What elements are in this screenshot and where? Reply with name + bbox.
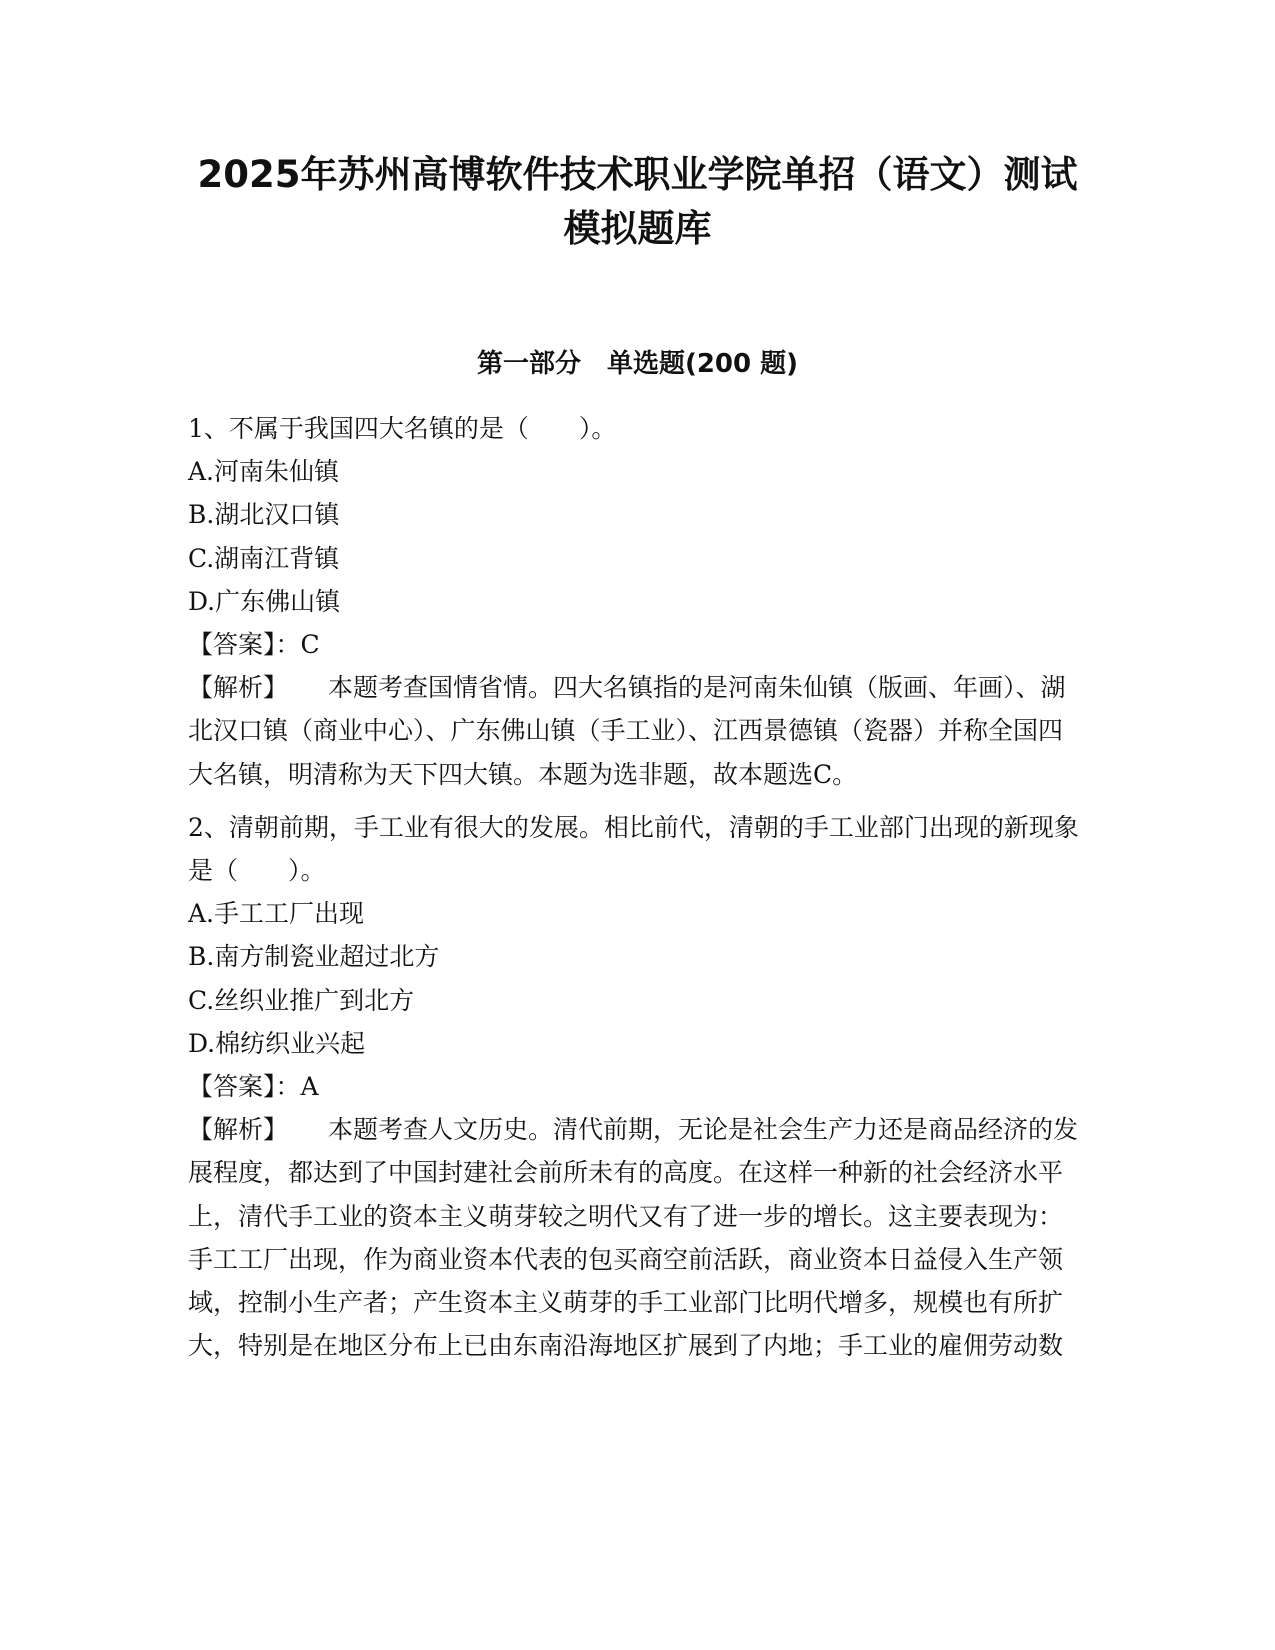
option-a: A.手工工厂出现 xyxy=(188,899,365,929)
answer-value: A xyxy=(300,1072,319,1102)
section-title: 第一部分 单选题(200 题) xyxy=(476,349,799,379)
analysis-text: 本题考查国情省情。四大名镇指的是河南朱仙镇（版画、年画）、湖北汉口镇（商业中心）、广东佛山镇（手工业）、江西景德镇（瓷器）并称全国四大名镇，明清称为天下四大镇。本题为选非题，故本题选C。 xyxy=(188,673,1066,789)
answer-value: C xyxy=(300,630,320,660)
answer-label: 【答案】： xyxy=(188,630,301,660)
answer-label: 【答案】： xyxy=(188,1072,301,1102)
option-b: B.南方制瓷业超过北方 xyxy=(188,942,440,972)
analysis-paragraph xyxy=(188,666,1083,796)
question-list xyxy=(188,407,1083,1367)
question-stem: 2、清朝前期，手工业有很大的发展。相比前代，清朝的手工业部门出现的新现象是（ ）。 xyxy=(188,812,1079,886)
document-title-line-2: 模拟题库 xyxy=(563,207,712,250)
option-d: D.棉纺织业兴起 xyxy=(188,1028,366,1058)
document-title-line-1: 2025年苏州高博软件技术职业学院单招（语文）测试 xyxy=(197,153,1078,196)
option-a: A.河南朱仙镇 xyxy=(188,457,340,487)
analysis-text: 本题考查人文历史。清代前期，无论是社会生产力还是商品经济的发展程度，都达到了中国封建社会前所未有的高度。在这样一种新的社会经济水平上，清代手工业的资本主义萌芽较之明代又有了进一步的增长。这主要表现为：手工工厂出现，作为商业资本代表的包买商空前活跃，商业资本日益侵入生产领域，控制小生产者；产生资本主义萌芽的手工业部门比明代增多，规模也有所扩大，特别是在地区分布上已由东南沿海地区扩展到了内地；手工业的雇佣劳动数 xyxy=(188,1115,1079,1361)
answer-line xyxy=(188,623,1083,666)
analysis-label: 【解析】 xyxy=(188,1115,289,1145)
answer-line xyxy=(188,1065,1083,1108)
question-1 xyxy=(188,407,1083,796)
option-c: C.丝织业推广到北方 xyxy=(188,985,415,1015)
question-stem: 1、不属于我国四大名镇的是（ ）。 xyxy=(188,414,617,443)
option-b: B.湖北汉口镇 xyxy=(188,500,340,530)
question-2 xyxy=(188,806,1083,1368)
analysis-paragraph xyxy=(188,1108,1083,1367)
analysis-label: 【解析】 xyxy=(188,673,289,703)
option-c: C.湖南江背镇 xyxy=(188,543,340,573)
option-d: D.广东佛山镇 xyxy=(188,586,341,616)
document-title xyxy=(160,148,1115,256)
